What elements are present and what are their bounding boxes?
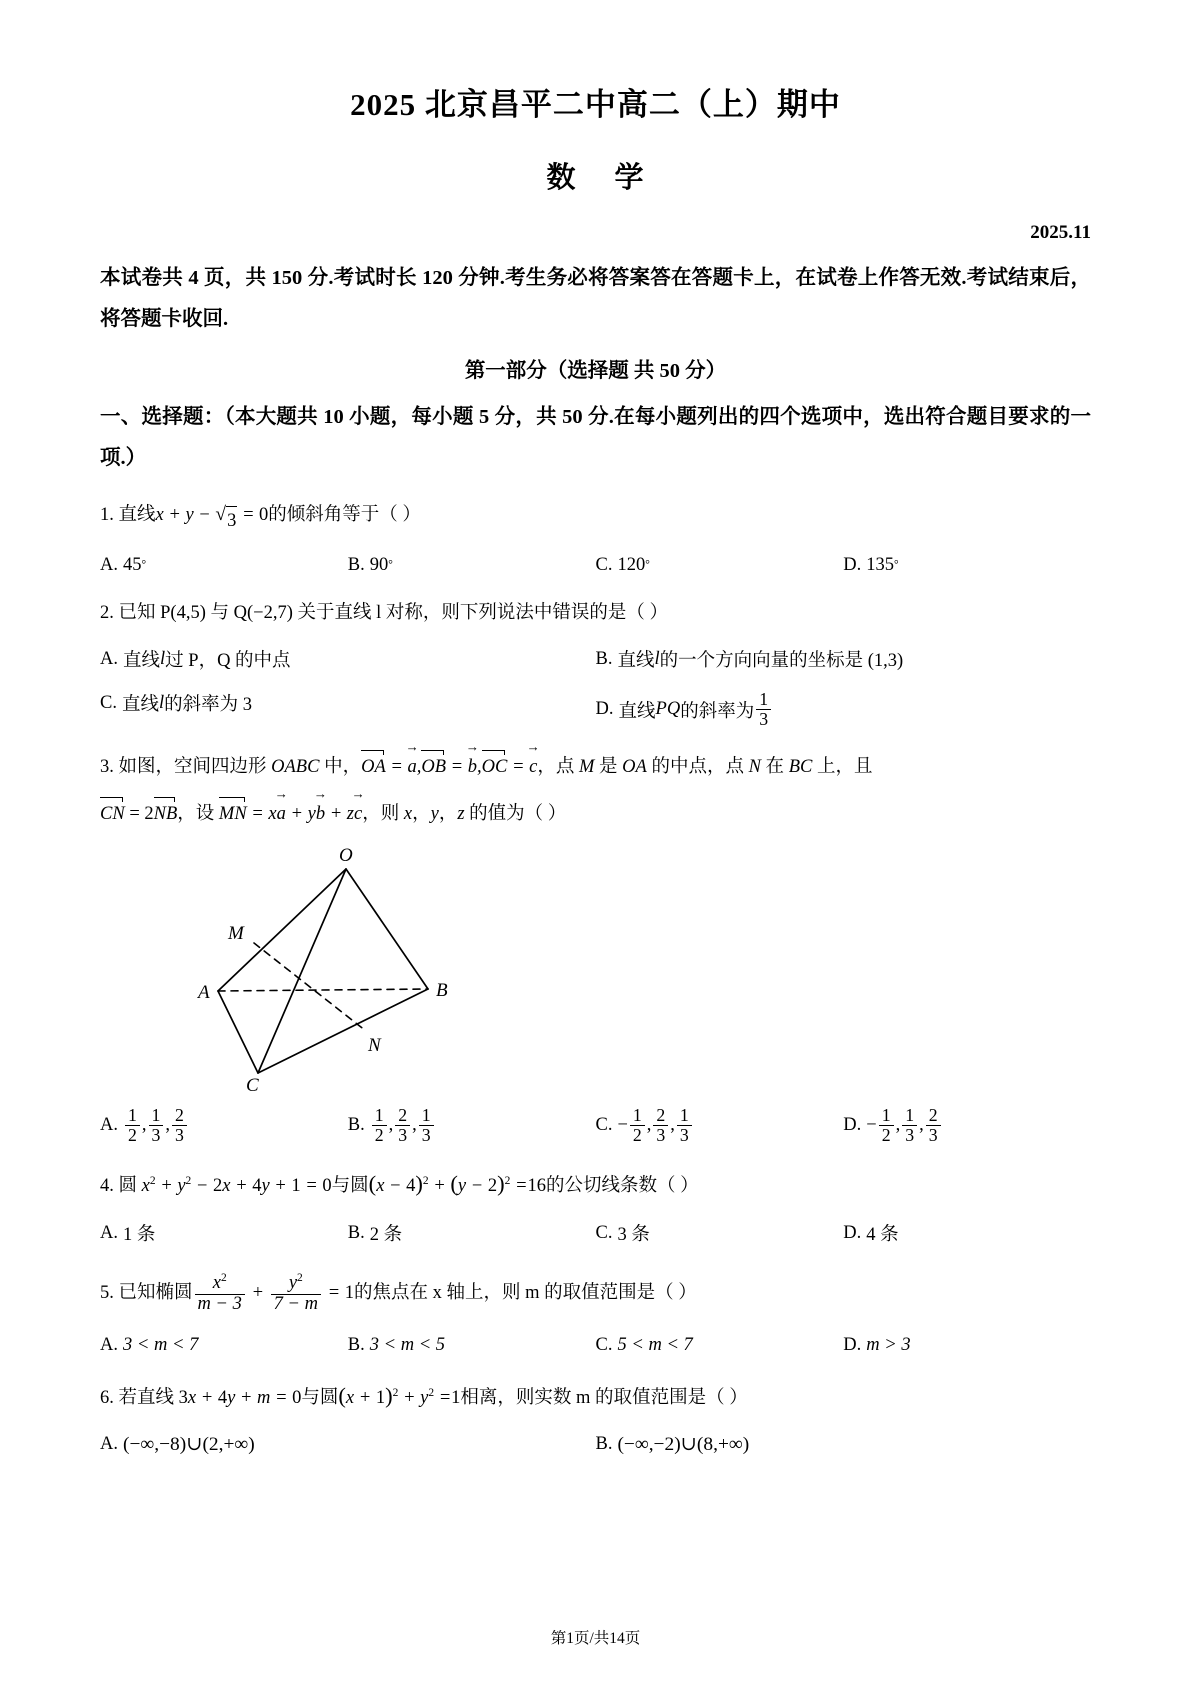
question-1-option-c[interactable]: C. 120 ° bbox=[595, 554, 650, 575]
question-3-stem-line1: 如图，空间四边形 OABC 中，OA = a →,OB = b →,OC = c →，点 M 是 OA 的中点，点 N 在 BC 上，且 bbox=[119, 757, 873, 777]
multiple-choice-section-heading: 一、选择题：（本大题共 10 小题，每小题 5 分，共 50 分.在每小题列出的四个选项中，选出符合题目要求的一项.） bbox=[100, 405, 1091, 469]
question-4-option-b[interactable]: B. 2 条 bbox=[347, 1222, 403, 1246]
question-2 bbox=[100, 577, 1091, 628]
figure-label-a: A bbox=[198, 981, 210, 1003]
question-5 bbox=[100, 1246, 1091, 1315]
question-1-options bbox=[100, 535, 1091, 577]
question-4-stem-mid: 与圆 bbox=[331, 1176, 369, 1197]
question-1-stem-post: 的倾斜角等于（ ） bbox=[268, 504, 421, 525]
question-5-option-b[interactable]: B. 3 < m < 5 bbox=[347, 1334, 446, 1355]
question-2-stem: 已知 P(4,5) 与 Q(−2,7) 关于直线 l 对称，则下列说法中错误的是（ ） bbox=[118, 603, 668, 624]
question-1-equation: x + y − √ 3 = 0 bbox=[156, 505, 269, 525]
question-3-figure bbox=[100, 829, 1091, 1096]
question-5-option-a[interactable]: A. 3 < m < 7 bbox=[100, 1334, 199, 1355]
subject-char-left: 数 bbox=[546, 161, 577, 194]
subject-title bbox=[100, 125, 1091, 196]
question-3-option-b[interactable]: B. $\frac{1}{2}$ , $\frac{2}{3}$ , $\frac{1}{3}$ bbox=[348, 1106, 596, 1145]
question-3-option-d[interactable]: D. − $\frac{1}{2}$ , $\frac{1}{3}$ , $\frac{2}{3}$ bbox=[843, 1106, 1091, 1145]
space-quadrilateral-diagram bbox=[196, 841, 486, 1091]
question-2-number: 2. bbox=[100, 603, 114, 624]
question-2-option-b[interactable]: B. 直线 l 的一个方向向量的坐标是 (1,3) bbox=[595, 648, 904, 672]
question-2-option-d-fraction: $\frac{1}{3}$ bbox=[756, 690, 771, 729]
question-3-option-a[interactable]: A. $\frac{1}{2}$ , $\frac{1}{3}$ , $\frac{2}{3}$ bbox=[100, 1106, 348, 1145]
page-title: 2025 北京昌平二中高二（上）期中 bbox=[350, 87, 841, 122]
exam-instructions: 本试卷共 4 页，共 150 分.考试时长 120 分钟.考生务必将答案答在答题卡上，在试卷上作答无效.考试结束后，将答题卡收回. bbox=[100, 266, 1091, 330]
question-5-option-d[interactable]: D. m > 3 bbox=[843, 1334, 911, 1355]
question-4-stem-post: 的公切线条数（ ） bbox=[545, 1176, 699, 1197]
question-4-option-c[interactable]: C. 3 条 bbox=[595, 1222, 650, 1246]
question-3-stem-line2: CN = 2NB，设 MN = xa → + yb → + zc →，则 x，y，z 的值为（ ） bbox=[100, 804, 566, 824]
exam-date: 2025.11 bbox=[1030, 221, 1091, 243]
question-2-option-a[interactable]: A. 直线 l 过 P，Q 的中点 bbox=[100, 648, 291, 672]
question-6 bbox=[100, 1357, 1091, 1414]
figure-label-m: M bbox=[228, 922, 244, 944]
figure-label-n: N bbox=[368, 1034, 381, 1056]
question-1-option-d[interactable]: D. 135 ° bbox=[843, 554, 899, 575]
question-1-number: 1. bbox=[100, 504, 114, 525]
question-3-number: 3. bbox=[100, 757, 114, 778]
question-6-stem-post: 相离，则实数 m 的取值范围是（ ） bbox=[460, 1388, 748, 1409]
question-4-option-d[interactable]: D. 4 条 bbox=[843, 1222, 899, 1246]
figure-label-c: C bbox=[246, 1074, 259, 1091]
question-2-option-d[interactable]: D. 直线 PQ 的斜率为 $\frac{1}{3}$ bbox=[596, 690, 1092, 729]
question-3 bbox=[100, 729, 1091, 782]
question-6-options bbox=[100, 1414, 1091, 1456]
question-6-stem-mid: 与圆 bbox=[301, 1388, 339, 1409]
question-6-option-b[interactable]: B. (−∞,−2)∪(8,+∞) bbox=[595, 1433, 750, 1456]
figure-label-b: B bbox=[436, 979, 448, 1001]
page-footer: 第1页/共14页 bbox=[550, 1630, 641, 1647]
question-4-equation-1: $x^2 + y^2 - 2x + 4y + 1 = 0$ bbox=[141, 1174, 332, 1197]
question-2-options-row-2 bbox=[100, 672, 1091, 729]
question-2-options-row-1 bbox=[100, 628, 1091, 672]
question-5-equation: $\frac{x^2}{m - 3}$ + $\frac{y^2}{7 - m}$ = 1 bbox=[193, 1283, 354, 1303]
question-1-option-b[interactable]: B. 90 ° bbox=[347, 554, 393, 575]
question-6-equation-1: 3x + 4y + m = 0 bbox=[178, 1388, 302, 1409]
subject-char-right: 学 bbox=[614, 161, 645, 194]
part-one-heading: 第一部分（选择题 共 50 分） bbox=[464, 359, 727, 382]
question-4-options bbox=[100, 1202, 1091, 1246]
question-4-number: 4. bbox=[100, 1176, 114, 1197]
question-1-option-a[interactable]: A. 45 ° bbox=[100, 554, 147, 575]
question-6-equation-2: $(x + 1)^2 + y^2 =1$ bbox=[338, 1383, 461, 1409]
question-3-stem-line2-wrap bbox=[100, 782, 1091, 829]
question-6-option-a[interactable]: A. (−∞,−8)∪(2,+∞) bbox=[100, 1433, 255, 1456]
question-6-number: 6. bbox=[100, 1388, 114, 1409]
question-3-option-c[interactable]: C. − $\frac{1}{2}$ , $\frac{2}{3}$ , $\frac{1}{3}$ bbox=[596, 1106, 844, 1145]
question-5-option-c[interactable]: C. 5 < m < 7 bbox=[595, 1334, 693, 1355]
question-5-options bbox=[100, 1315, 1091, 1357]
question-3-options bbox=[100, 1096, 1091, 1145]
question-5-stem-post: 的焦点在 x 轴上，则 m 的取值范围是（ ） bbox=[353, 1282, 697, 1303]
question-2-option-c[interactable]: C. 直线 l 的斜率为 3 bbox=[100, 692, 253, 716]
figure-label-o: O bbox=[339, 844, 353, 866]
question-4-equation-2: $(x - 4)^2 + (y - 2)^2 =16$ bbox=[368, 1171, 546, 1197]
question-4-stem-pre: 圆 bbox=[118, 1176, 138, 1197]
question-5-stem-pre: 已知椭圆 bbox=[118, 1282, 193, 1303]
question-1-stem-pre: 直线 bbox=[118, 504, 156, 525]
question-4 bbox=[100, 1145, 1091, 1202]
question-5-number: 5. bbox=[100, 1282, 114, 1303]
question-1 bbox=[100, 479, 1091, 536]
question-4-option-a[interactable]: A. 1 条 bbox=[100, 1222, 156, 1246]
question-6-stem-pre: 若直线 bbox=[118, 1388, 175, 1409]
